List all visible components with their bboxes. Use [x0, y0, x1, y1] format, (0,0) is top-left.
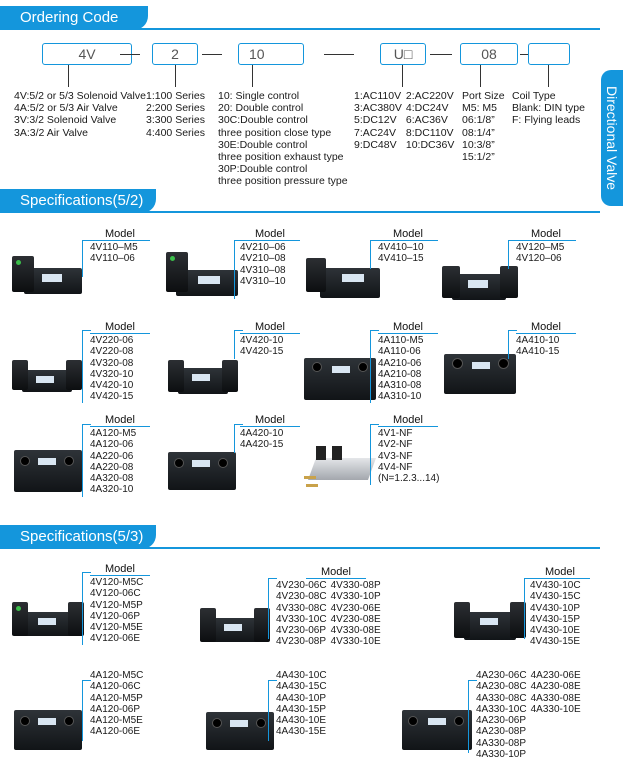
text-line: Model	[516, 228, 576, 241]
text-line: 4A230-08P	[476, 726, 527, 738]
spec52-rule	[0, 211, 600, 213]
text-line: 6:AC36V	[405, 114, 448, 127]
text-line: 4:400 Series	[146, 126, 205, 139]
model-list	[90, 563, 150, 645]
valve-image-4v420	[166, 358, 240, 398]
model-list	[90, 228, 150, 265]
text-line: 4V120-06C	[90, 588, 141, 600]
text-line: Model	[240, 414, 300, 427]
text-line: 4A410-10	[516, 335, 560, 346]
text-line: 7:AC24V	[354, 126, 397, 139]
text-line: 1:100 Series	[146, 90, 205, 102]
text-line: 4V230-08E	[330, 613, 381, 625]
model-list	[378, 414, 439, 484]
text-line: 4V430-10P	[530, 602, 581, 614]
text-line: 4A430-10E	[276, 715, 327, 727]
model-list	[476, 670, 581, 760]
text-line: 4A320-10	[90, 484, 134, 496]
text-line: 4A230-06E	[530, 670, 581, 681]
text-line: 4A230-06C	[476, 670, 527, 681]
text-line: 4V4-NF	[378, 461, 413, 473]
text-line: 4A230-08E	[530, 681, 581, 693]
model-list	[90, 414, 150, 496]
text-line: 4A310-10	[378, 391, 422, 403]
text-line: 4V330-10P	[330, 591, 381, 603]
text-line: 4A330-08P	[476, 737, 527, 749]
text-line: 4A210-06	[378, 357, 422, 369]
text-line: 4A120-06E	[90, 726, 141, 738]
valve-image-4a120	[12, 446, 84, 496]
coil-type-descriptions	[512, 90, 585, 127]
text-line: Model	[378, 414, 438, 427]
text-line: 4A230-08C	[476, 681, 527, 693]
ordering-code-rule	[0, 28, 600, 30]
text-line: 2:200 Series	[146, 102, 205, 115]
text-line: 4V420-10	[240, 335, 284, 346]
text-line: 08:1/4”	[462, 126, 495, 139]
text-line: 30P:Double control	[218, 163, 308, 176]
text-line: 15:1/2”	[462, 150, 495, 163]
valve-image-4v220	[10, 356, 84, 398]
model-list	[276, 566, 381, 648]
text-line: 4A430-15E	[276, 726, 327, 738]
text-line: 4V230-08C	[276, 591, 327, 603]
text-line: 4V120-M5E	[90, 622, 143, 634]
model-list	[90, 670, 143, 738]
text-line: Model	[240, 228, 300, 241]
text-line: Model	[530, 566, 590, 579]
series-descriptions	[146, 90, 205, 139]
side-tab-label: Directional Valve	[604, 85, 620, 191]
text-line: 4V120–06	[516, 253, 562, 265]
text-line: 4A410-15	[516, 346, 560, 358]
text-line: 4V320-08	[90, 357, 134, 369]
text-line: 4V230-08P	[276, 636, 327, 648]
manifold-image	[302, 440, 376, 496]
text-line: 4V230-06E	[330, 602, 381, 614]
text-line: 4A210-08	[378, 368, 422, 380]
text-line: Model	[240, 321, 300, 334]
valve-image-4v210	[162, 248, 240, 302]
code-dash	[120, 54, 140, 55]
side-tab	[601, 70, 623, 206]
text-line: 4A330-10P	[476, 749, 527, 761]
text-line: 4A330-10E	[530, 703, 581, 715]
valve-image-4a410	[442, 348, 518, 398]
model-list	[378, 321, 438, 403]
code-box-port: 08	[460, 43, 518, 65]
model-list	[240, 228, 300, 287]
text-line: 4V2-NF	[378, 439, 413, 451]
text-line: three position pressure type	[218, 175, 348, 188]
text-line: 4V330-08P	[330, 580, 381, 591]
text-line: 1:AC110V	[354, 90, 402, 102]
text-line: Coil Type	[512, 90, 556, 102]
text-line: 4V310–08	[240, 264, 286, 276]
model-list	[240, 414, 300, 451]
spec53-header	[0, 525, 156, 549]
text-line: 4A330-08E	[530, 692, 581, 704]
code-dash	[324, 54, 354, 55]
valve-image-4a230	[400, 706, 474, 752]
text-line: 20: Double control	[218, 102, 304, 115]
ordering-code-title: Ordering Code	[20, 9, 119, 26]
text-line: 4V430-15P	[530, 613, 581, 625]
text-line: 4V430-15C	[530, 591, 581, 603]
text-line: three position close type	[218, 126, 332, 139]
text-line: 4V120–M5	[516, 242, 565, 253]
code-box-type: 4V	[42, 43, 132, 65]
text-line: 4A220-06	[90, 450, 134, 462]
text-line: 4V430-10E	[530, 625, 581, 637]
text-line: Model	[90, 414, 150, 427]
text-line: 4A110-06	[378, 346, 421, 358]
valve-image-4a120-53	[12, 706, 84, 752]
text-line: F: Flying leads	[512, 114, 581, 127]
control-descriptions	[218, 90, 348, 188]
text-line: 4V:5/2 or 5/3 Solenoid Valve	[14, 90, 146, 102]
text-line: 4A120-06P	[90, 703, 141, 715]
model-list	[516, 228, 576, 265]
model-list	[378, 228, 438, 265]
valve-image-4a110	[302, 352, 378, 402]
text-line: 4V420-10	[90, 380, 134, 392]
text-line: 4A430-15P	[276, 703, 327, 715]
text-line: 4A220-08	[90, 461, 134, 473]
text-line: M5: M5	[462, 102, 498, 115]
text-line: 06:1/8”	[462, 114, 495, 127]
text-line: 10:DC36V	[405, 138, 455, 151]
text-line: 4A:5/2 or 5/3 Air Valve	[14, 102, 118, 115]
text-line: 4V220-06	[90, 335, 134, 346]
model-list	[516, 321, 576, 358]
text-line: 4V110–06	[90, 253, 135, 265]
text-line: 10: Single control	[218, 90, 300, 102]
text-line: 4A420-15	[240, 439, 284, 451]
valve-image-4v430	[452, 600, 528, 648]
text-line: Model	[378, 321, 438, 334]
text-line: Model	[306, 566, 366, 579]
model-list	[90, 321, 150, 403]
text-line: 4A120-M5P	[90, 692, 143, 704]
text-line: 4A420-10	[240, 428, 284, 439]
model-list	[276, 670, 327, 738]
text-line: 2:AC220V	[405, 90, 454, 102]
text-line: 4V210–06	[240, 242, 286, 253]
text-line: 4V120-06P	[90, 610, 141, 622]
text-line: 4A120-06	[90, 439, 134, 451]
type-descriptions	[14, 90, 146, 139]
text-line: 3:300 Series	[146, 114, 205, 127]
text-line: 4V1-NF	[378, 428, 413, 439]
text-line: 4A430-10C	[276, 670, 327, 681]
code-box-control: 10	[238, 43, 304, 65]
text-line: 3A:3/2 Air Valve	[14, 126, 88, 139]
text-line: Model	[90, 321, 150, 334]
valve-image-4a430	[204, 708, 276, 752]
model-list	[240, 321, 300, 358]
text-line: 4V430-10C	[530, 580, 581, 591]
text-line: 4V330-08C	[276, 602, 327, 614]
valve-image-4a420	[166, 448, 238, 492]
text-line: 4V210–08	[240, 253, 286, 265]
text-line: 4V330-08E	[330, 625, 381, 637]
text-line: 4V120-06E	[90, 633, 141, 645]
text-line: 4V220-08	[90, 346, 134, 358]
text-line: 4A330-10C	[476, 703, 527, 715]
text-line: 4V410–15	[378, 253, 424, 265]
text-line: 9:DC48V	[354, 138, 397, 151]
valve-image-4v110	[10, 252, 84, 300]
text-line: 4V410–10	[378, 242, 424, 253]
valve-image-4v120-53	[10, 600, 86, 644]
valve-image-4v230	[198, 604, 272, 650]
text-line: 4V230-06P	[276, 625, 327, 637]
text-line: Blank: DIN type	[512, 102, 585, 115]
spec53-title: Specifications(5/3)	[20, 528, 144, 545]
text-line: 4V430-15E	[530, 636, 581, 648]
spec52-header	[0, 189, 156, 213]
text-line: Model	[378, 228, 438, 241]
text-line: 4A310-08	[378, 380, 422, 392]
text-line: 4V420-15	[240, 346, 284, 358]
code-box-voltage: U□	[380, 43, 426, 65]
text-line: 4A120-M5C	[90, 670, 144, 681]
text-line: Model	[90, 228, 150, 241]
text-line: 10:3/8”	[462, 138, 495, 151]
text-line: 4A120-06C	[90, 681, 141, 693]
ordering-code-header	[0, 6, 148, 30]
text-line: 3:AC380V	[354, 102, 402, 115]
text-line: 4V310–10	[240, 275, 286, 287]
text-line: 4V120-M5P	[90, 599, 143, 611]
port-size-descriptions	[462, 90, 505, 163]
text-line: 4V330-10C	[276, 613, 327, 625]
text-line: 4A120-M5E	[90, 715, 143, 727]
text-line: 30C:Double control	[218, 114, 308, 127]
text-line: (N=1.2.3...14)	[378, 473, 440, 485]
code-box-series: 2	[152, 43, 198, 65]
text-line: 4V230-06C	[276, 580, 327, 591]
code-dash	[430, 54, 452, 55]
spec52-title: Specifications(5/2)	[20, 192, 144, 209]
text-line: Port Size	[462, 90, 505, 102]
text-line: 4V3-NF	[378, 450, 413, 462]
text-line: 4A430-15C	[276, 681, 327, 693]
code-box-coil	[528, 43, 570, 65]
text-line: 4A110-M5	[378, 335, 424, 346]
text-line: 30E:Double control	[218, 138, 308, 151]
text-line: 4V330-10E	[330, 636, 381, 648]
spec53-rule	[0, 547, 600, 549]
text-line: 4A320-08	[90, 473, 134, 485]
text-line: 4A120-M5	[90, 428, 137, 439]
code-dash	[202, 54, 222, 55]
text-line: Model	[90, 563, 150, 576]
text-line: 4V110–M5	[90, 242, 138, 253]
code-dash	[520, 54, 528, 55]
text-line: 4V420-15	[90, 391, 134, 403]
model-list	[530, 566, 590, 648]
text-line: 4A230-06P	[476, 715, 527, 727]
text-line: 4A330-08C	[476, 692, 527, 704]
text-line: 4V320-10	[90, 368, 134, 380]
text-line: 3V:3/2 Solenoid Valve	[14, 114, 117, 127]
text-line: 8:DC110V	[405, 126, 454, 139]
text-line: three position exhaust type	[218, 150, 344, 163]
text-line: Model	[516, 321, 576, 334]
text-line: 4A430-10P	[276, 692, 327, 704]
text-line: 5:DC12V	[354, 114, 397, 127]
text-line: 4:DC24V	[405, 102, 449, 115]
voltage-descriptions	[354, 90, 454, 151]
text-line: 4V120-M5C	[90, 577, 144, 588]
